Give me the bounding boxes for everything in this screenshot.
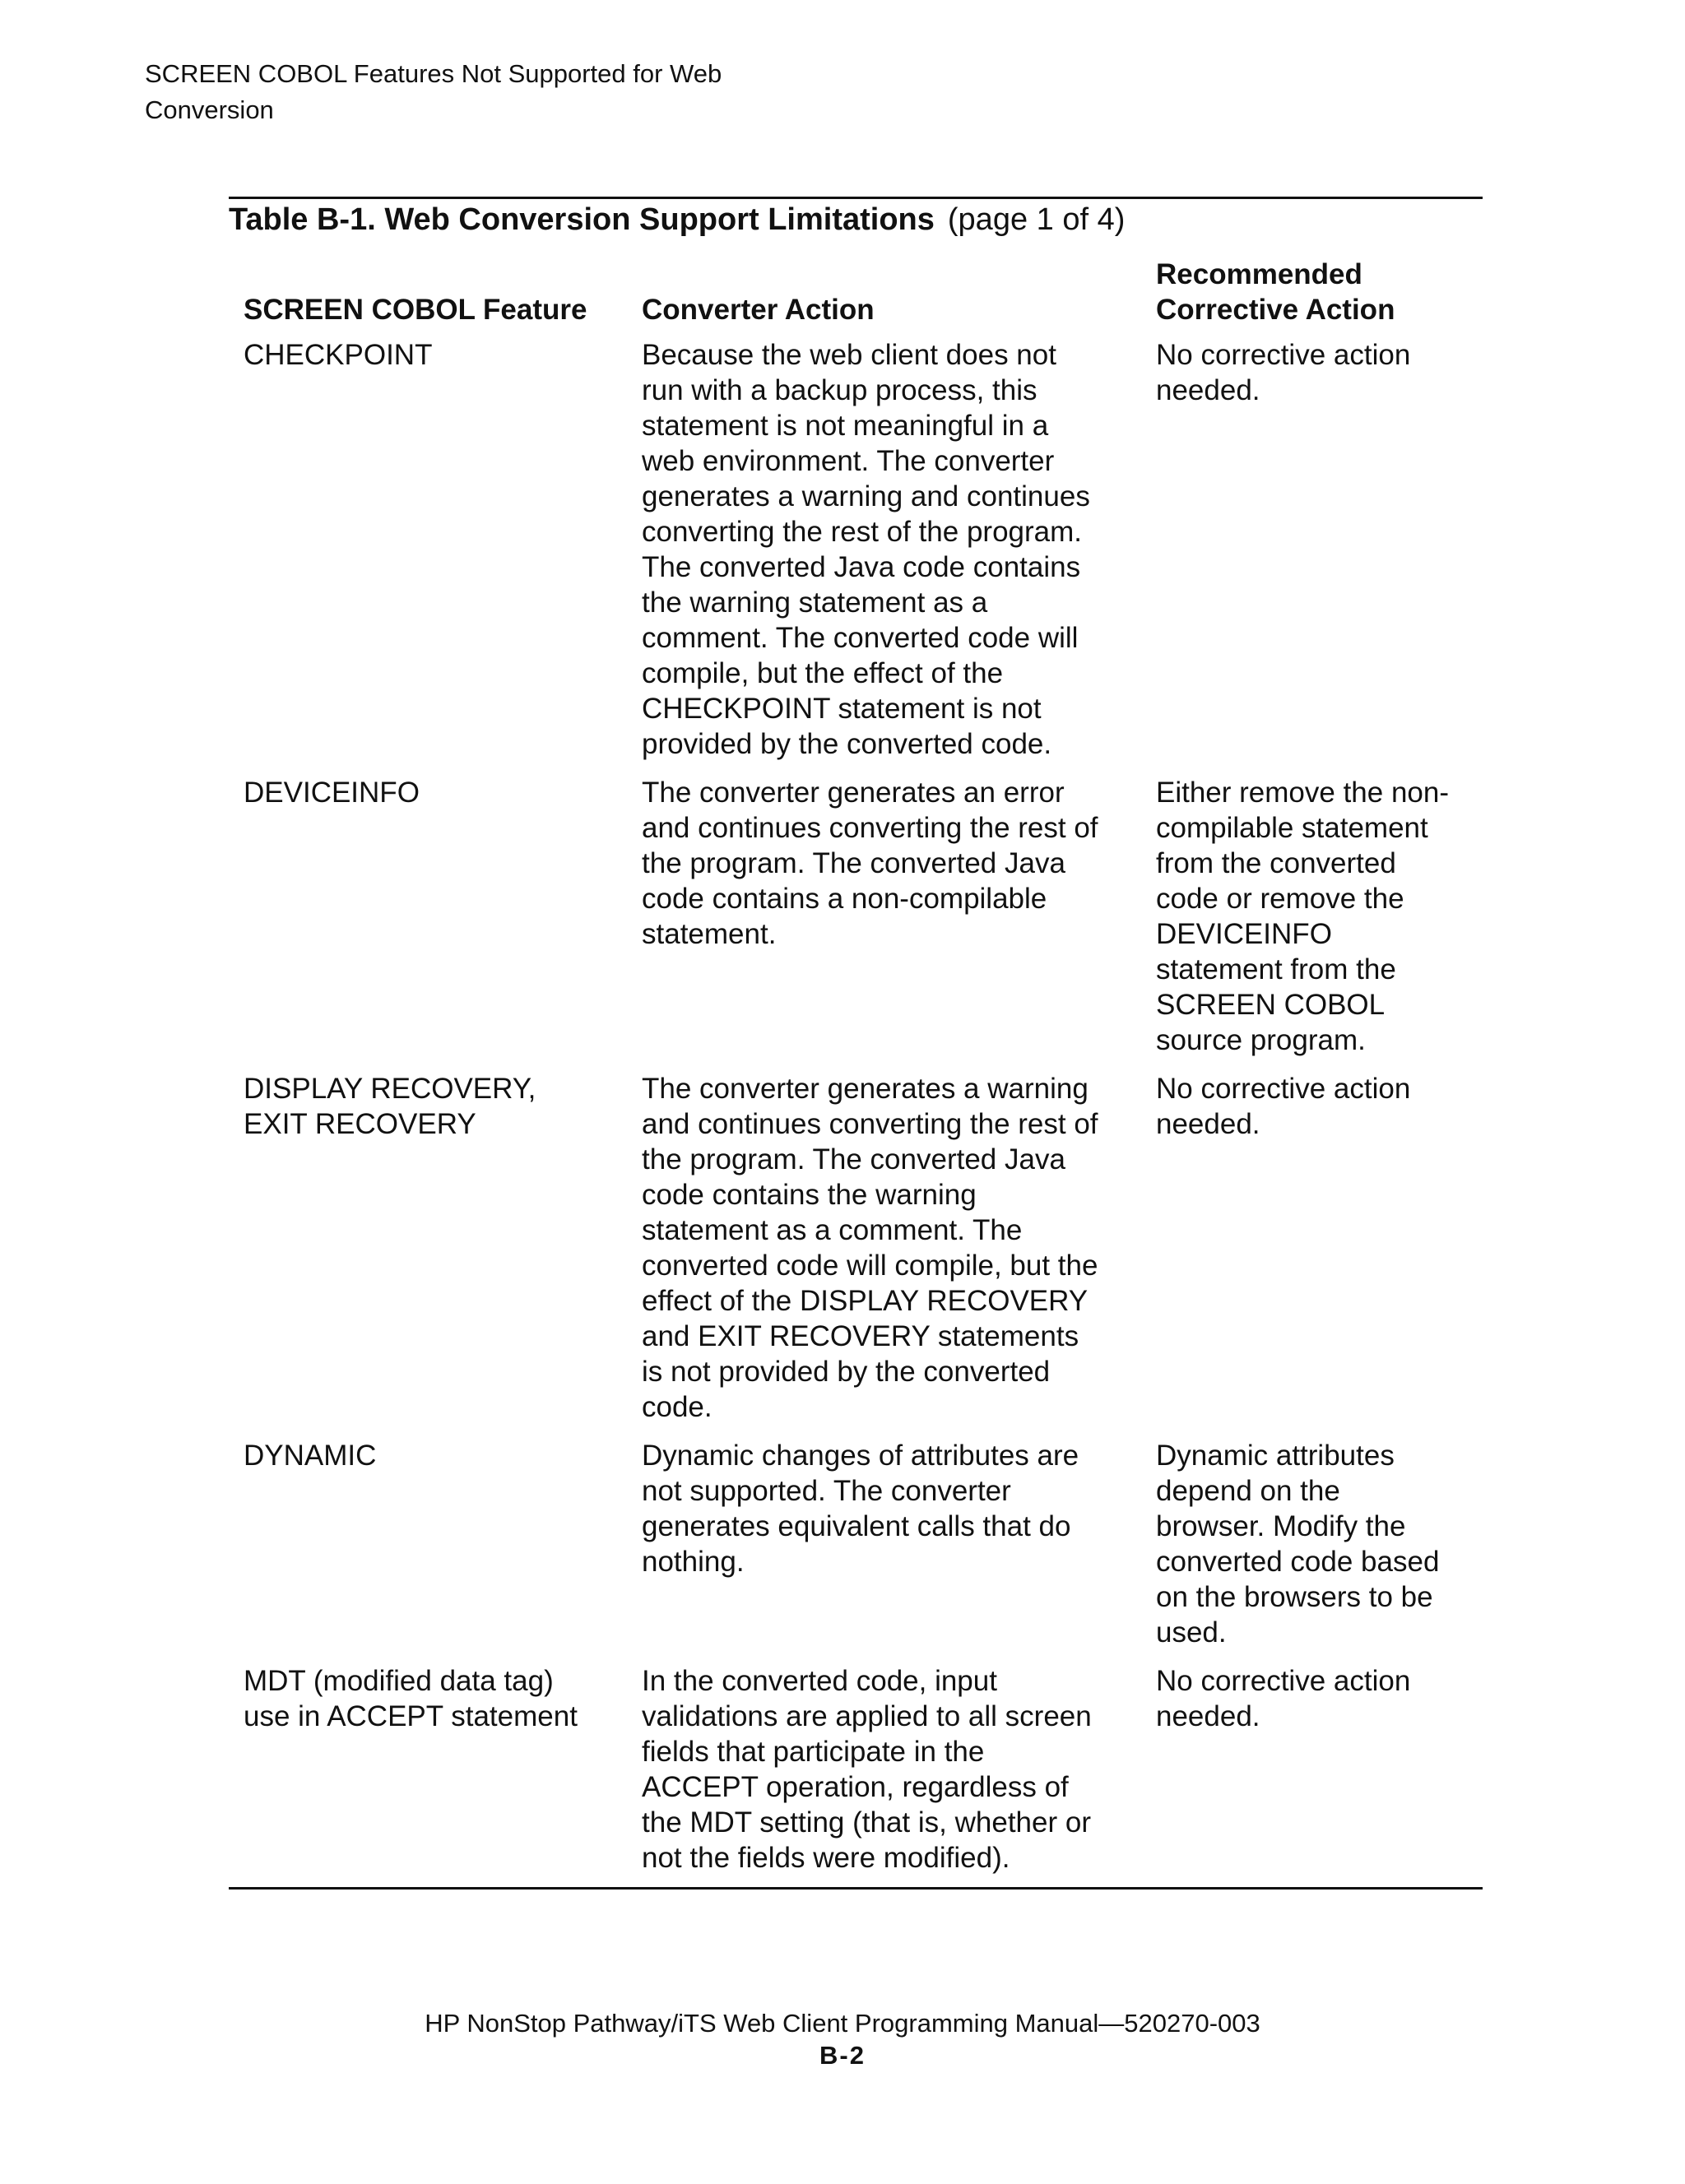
- feature-cell: DYNAMIC: [244, 1440, 377, 1472]
- column-header-feature: SCREEN COBOL Feature: [244, 294, 587, 326]
- table-row: [229, 1663, 1483, 1889]
- table-row: [229, 1071, 1483, 1438]
- table-row: [229, 337, 1483, 775]
- feature-cell: CHECKPOINT: [244, 339, 433, 371]
- converter-action-cell: Dynamic changes of attributes are not supported. The converter generates equivalent calls that do nothing.: [642, 1440, 1079, 1578]
- table-top-rule: [229, 197, 1483, 199]
- table-caption-title: Table B-1. Web Conversion Support Limitations: [229, 202, 935, 237]
- feature-cell: MDT (modified data tag) use in ACCEPT statement: [244, 1665, 578, 1732]
- corrective-action-cell: Dynamic attributes depend on the browser. Modify the converted code based on the browsers to be used.: [1156, 1440, 1440, 1648]
- corrective-action-cell: No corrective action needed.: [1156, 1665, 1411, 1732]
- column-header-corrective-action: Recommended Corrective Action: [1156, 258, 1395, 326]
- table-caption: [229, 201, 1125, 239]
- limitations-table-container: [229, 257, 1483, 1889]
- feature-cell: DEVICEINFO: [244, 777, 420, 809]
- corrective-action-cell: No corrective action needed.: [1156, 1073, 1411, 1140]
- running-header: SCREEN COBOL Features Not Supported for Web Conversion: [145, 59, 722, 124]
- converter-action-cell: The converter generates a warning and continues converting the rest of the program. The converted Java code contains the warning statement as a comment. The converted code will compile, but the effect of the DISPLAY RECOVERY and EXIT RECOVERY statements is not provided by the converted code.: [642, 1073, 1098, 1423]
- footer-manual-title: HP NonStop Pathway/iTS Web Client Programming Manual—520270-003: [425, 2009, 1260, 2038]
- limitations-table: [229, 257, 1483, 1889]
- converter-action-cell: Because the web client does not run with a backup process, this statement is not meaningful in a web environment. The converter generates a warning and continues converting the rest of the program. The converted Java code contains the warning statement as a comment. The converted code will compile, but the effect of the CHECKPOINT statement is not provided by the converted code.: [642, 339, 1090, 760]
- table-caption-page: (page 1 of 4): [947, 202, 1126, 237]
- table-row: [229, 775, 1483, 1071]
- corrective-action-cell: No corrective action needed.: [1156, 339, 1411, 406]
- corrective-action-cell: Either remove the non- compilable statement from the converted code or remove the DEVICEINFO statement from the SCREEN COBOL source program.: [1156, 777, 1450, 1056]
- column-header-converter-action: Converter Action: [642, 294, 875, 326]
- table-row: [229, 1438, 1483, 1663]
- footer-page-number: B-2: [819, 2041, 866, 2070]
- converter-action-cell: The converter generates an error and continues converting the rest of the program. The converted Java code contains a non-compilable statement.: [642, 777, 1098, 950]
- table-header-row: [229, 257, 1483, 337]
- feature-cell: DISPLAY RECOVERY, EXIT RECOVERY: [244, 1073, 536, 1140]
- table-bottom-rule: [229, 1887, 1483, 1890]
- converter-action-cell: In the converted code, input validations are applied to all screen fields that participate in the ACCEPT operation, regardless of the MDT setting (that is, whether or not the fields were modified).: [642, 1665, 1092, 1874]
